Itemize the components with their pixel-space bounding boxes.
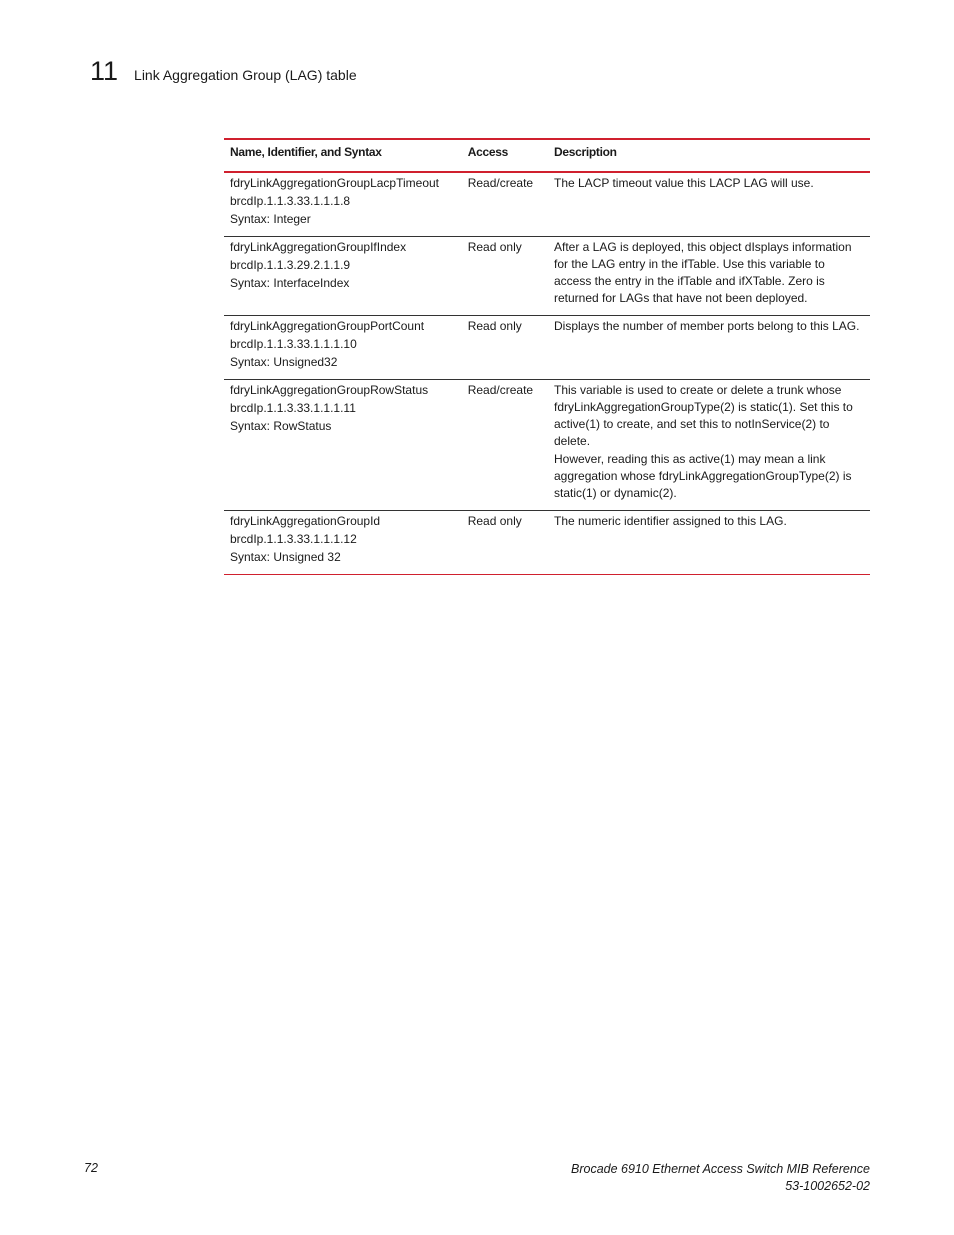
object-name: fdryLinkAggregationGroupLacpTimeout — [230, 176, 440, 190]
table-row — [224, 316, 870, 380]
object-name: fdryLinkAggregationGroupRowStatus — [230, 383, 429, 397]
object-name-cell — [224, 237, 462, 316]
object-identifier: brcdIp.1.1.3.29.2.1.1.9 — [230, 258, 351, 272]
object-name: fdryLinkAggregationGroupPortCount — [230, 319, 425, 333]
page-number: 72 — [84, 1161, 98, 1175]
mib-object-table — [224, 138, 870, 575]
description-text: After a LAG is deployed, this object dIsplays information for the LAG entry in the ifTable. Use this variable to access the entry in the ifTable and ifXTable. Zero is returned for LAGs that have not been deployed. — [554, 240, 852, 305]
object-name: fdryLinkAggregationGroupIfIndex — [230, 240, 407, 254]
description-text: The LACP timeout value this LACP LAG will use. — [554, 176, 814, 190]
document-info — [571, 1161, 870, 1195]
column-header-description: Description — [554, 145, 617, 159]
description-cell — [548, 172, 870, 237]
object-identifier: brcdIp.1.1.3.33.1.1.1.12 — [230, 532, 357, 546]
column-header-access: Access — [467, 145, 508, 159]
access-cell: Read only — [467, 240, 522, 254]
document-number: 53-1002652-02 — [785, 1179, 870, 1193]
access-cell: Read/create — [467, 176, 534, 190]
access-cell: Read only — [467, 514, 522, 528]
description-cell — [548, 237, 870, 316]
table-row — [224, 380, 870, 511]
description-cell — [548, 316, 870, 380]
table-body — [224, 172, 870, 575]
description-cell — [548, 511, 870, 575]
description-text: Displays the number of member ports belong to this LAG. — [554, 319, 860, 333]
description-cell — [548, 380, 870, 511]
column-header-name: Name, Identifier, and Syntax — [230, 145, 382, 159]
table-row — [224, 511, 870, 575]
table-row — [224, 172, 870, 237]
object-syntax: Syntax: InterfaceIndex — [230, 276, 350, 290]
object-syntax: Syntax: Integer — [230, 212, 311, 226]
object-identifier: brcdIp.1.1.3.33.1.1.1.10 — [230, 337, 357, 351]
object-identifier: brcdIp.1.1.3.33.1.1.1.8 — [230, 194, 351, 208]
access-cell: Read/create — [467, 383, 534, 397]
object-identifier: brcdIp.1.1.3.33.1.1.1.11 — [230, 401, 356, 415]
object-name-cell — [224, 380, 462, 511]
table-row — [224, 237, 870, 316]
document-title: Brocade 6910 Ethernet Access Switch MIB Reference — [571, 1162, 870, 1176]
table-header-row — [224, 139, 870, 172]
object-name: fdryLinkAggregationGroupId — [230, 514, 381, 528]
object-syntax: Syntax: Unsigned 32 — [230, 550, 341, 564]
chapter-title: Link Aggregation Group (LAG) table — [134, 67, 357, 83]
object-syntax: Syntax: Unsigned32 — [230, 355, 338, 369]
description-text: This variable is used to create or delete a trunk whose fdryLinkAggregationGroupType(2) is static(1). Set this to active(1) to create, and set this to notInService(2) to delete. — [554, 383, 853, 448]
chapter-number: 11 — [90, 56, 119, 86]
object-name-cell — [224, 511, 462, 575]
chapter-header — [90, 56, 357, 87]
description-text: However, reading this as active(1) may mean a link aggregation whose fdryLinkAggregationGroupType(2) is static(1) or dynamic(2). — [554, 452, 852, 500]
description-text: The numeric identifier assigned to this LAG. — [554, 514, 787, 528]
access-cell: Read only — [467, 319, 522, 333]
object-name-cell — [224, 172, 462, 237]
object-name-cell — [224, 316, 462, 380]
object-syntax: Syntax: RowStatus — [230, 419, 332, 433]
table-header — [224, 139, 870, 172]
